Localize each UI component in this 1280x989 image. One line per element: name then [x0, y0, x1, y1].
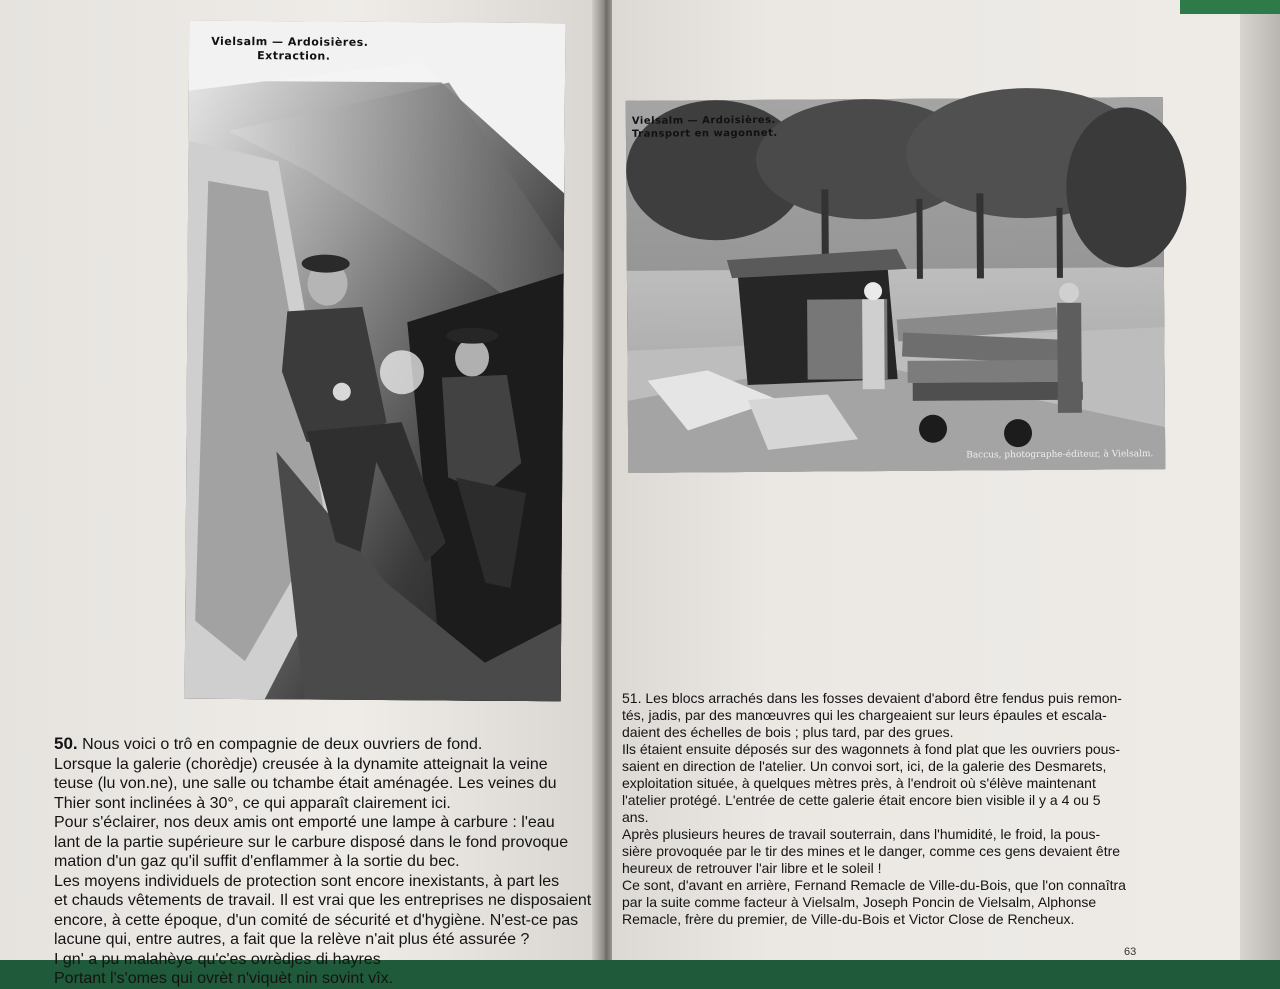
- caption-line: Portant l's'omes qui ovrèt n'viquèt nin sovint vîx.: [54, 970, 394, 987]
- wagon-transport-photo: [626, 97, 1166, 473]
- caption-50: [54, 734, 592, 989]
- caption-line: lacune qui, entre autres, a fait que la relève n'ait plus été assurée ?: [54, 931, 530, 948]
- background-surface: [1180, 0, 1280, 14]
- caption-line: sière provoquée par le tir des mines et le danger, comme ces gens devaient être: [622, 843, 1121, 859]
- right-page: [612, 0, 1240, 960]
- next-page-edge: [1240, 0, 1280, 960]
- caption-line: ans.: [622, 809, 649, 825]
- caption-line: heureux de retrouver l'air libre et le soleil !: [622, 860, 882, 876]
- photo-credit: Baccus, photographe-éditeur, à Vielsalm.: [966, 449, 1154, 461]
- caption-number: 50.: [54, 734, 78, 753]
- caption-line: daient des échelles de bois ; plus tard, par des grues.: [622, 724, 954, 740]
- caption-51: [622, 690, 1148, 928]
- caption-line: Ce sont, d'avant en arrière, Fernand Remacle de Ville-du-Bois, que l'on connaîtra: [622, 877, 1126, 893]
- wagon-transport-image: [626, 97, 1166, 473]
- photo-title-line-1: Vielsalm — Ardoisières.: [211, 34, 369, 49]
- caption-line: saient en direction de l'atelier. Un convoi sort, ici, de la galerie des Desmarets,: [622, 758, 1107, 774]
- caption-line: exploitation située, à quelques mètres près, à l'endroit où s'élève maintenant: [622, 775, 1096, 791]
- caption-line: teuse (lu von.ne), une salle ou tchambe était aménagée. Les veines du: [54, 775, 557, 792]
- caption-line: I gn' a pu malahèye qu'c'es ovrèdjes di hayres: [54, 950, 381, 968]
- caption-line: lant de la partie supérieure sur le carbure disposé dans le fond provoque: [54, 833, 569, 851]
- caption-line: Thier sont inclinées à 30°, ce qui apparaît clairement ici.: [54, 794, 451, 812]
- caption-line: Pour s'éclairer, nos deux amis ont emporté une lampe à carbure : l'eau: [54, 814, 555, 831]
- photo-title: [632, 114, 778, 141]
- left-page: [0, 0, 598, 987]
- caption-line: 51. Les blocs arrachés dans les fosses devaient d'abord être fendus puis remon-: [622, 690, 1122, 706]
- caption-line: Remacle, frère du premier, de Ville-du-Bois et Victor Close de Rencheux.: [622, 911, 1075, 927]
- caption-line: tés, jadis, par des manœuvres qui les chargeaient sur leurs épaules et escala-: [622, 707, 1107, 723]
- photo-title: [211, 35, 368, 64]
- photo-title-line-2: Extraction.: [257, 49, 331, 63]
- caption-line: [54, 734, 574, 755]
- caption-line: Ils étaient ensuite déposés sur des wagonnets à fond plat que les ouvriers pous-: [622, 741, 1121, 757]
- caption-line: l'atelier protégé. L'entrée de cette galerie était encore bien visible il y a 4 ou 5: [622, 792, 1101, 808]
- photo-title-line-1: Vielsalm — Ardoisières.: [631, 114, 776, 127]
- caption-line: encore, à cette époque, d'un comité de sécurité et d'hygiène. N'est-ce pas: [54, 911, 579, 929]
- caption-line: Lorsque la galerie (chorèdje) creusée à la dynamite atteignait la veine: [54, 755, 548, 773]
- page-number: 63: [1124, 946, 1137, 958]
- mine-extraction-image: [185, 21, 566, 702]
- caption-line: Après plusieurs heures de travail souterrain, dans l'humidité, le froid, la pous-: [622, 826, 1101, 842]
- caption-line: Les moyens individuels de protection sont encore inexistants, à part les: [54, 872, 560, 890]
- mine-extraction-photo: [185, 21, 566, 702]
- photo-title-line-2: Transport en wagonnet.: [631, 127, 778, 140]
- caption-line: par la suite comme facteur à Vielsalm, Joseph Poncin de Vielsalm, Alphonse: [622, 894, 1097, 910]
- caption-line: et chauds vêtements de travail. Il est vrai que les entreprises ne disposaient: [54, 892, 592, 909]
- caption-line: mation d'un gaz qu'il suffit d'enflammer à la sortie du bec.: [54, 853, 460, 870]
- caption-line-text: Nous voici o trô en compagnie de deux ouvriers de fond.: [82, 736, 483, 753]
